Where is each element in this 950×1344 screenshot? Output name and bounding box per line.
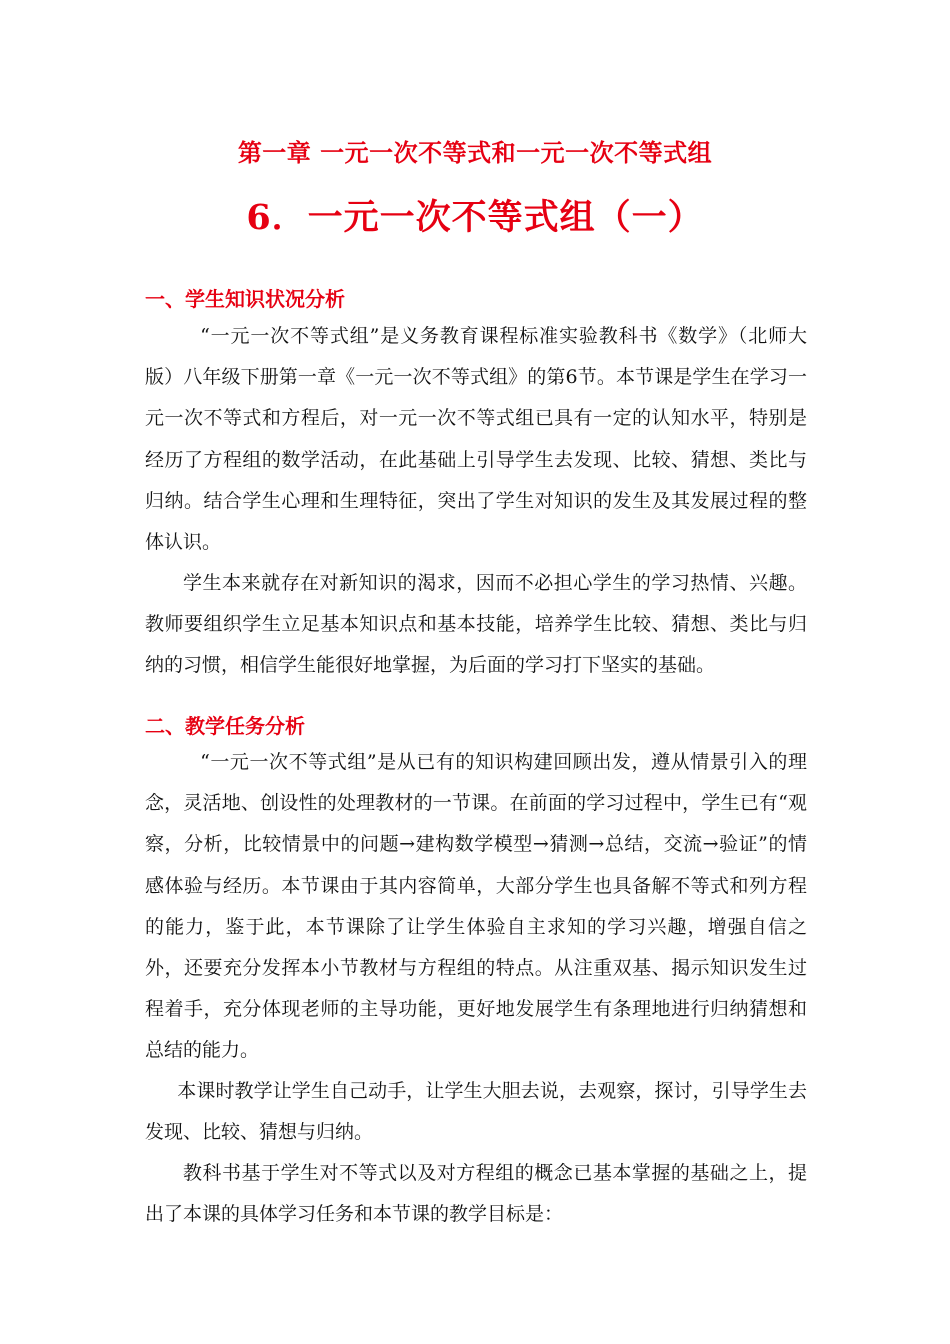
paragraph: 学生本来就存在对新知识的渴求，因而不必担心学生的学习热情、兴趣。教师要组织学生立足基本知识点和基本技能，培养学生比较、猜想、类比与归纳的习惯，相信学生能很好地掌握，为后面的学习打下坚实的基础。: [145, 572, 807, 677]
paragraph: 教科书基于学生对不等式以及对方程组的概念已基本掌握的基础之上，提出了本课的具体学习任务和本节课的教学目标是：: [145, 1162, 807, 1226]
paragraph: “一元一次不等式组”是义务教育课程标准实验教科书《数学》（北师大版）八年级下册第一章《一元一次不等式组》的第6节。本节课是学生在学习一元一次不等式和方程后，对一元一次不等式组已具有一定的认知水平，特别是经历了方程组的数学活动，在此基础上引导学生去发现、比较、猜想、类比与归纳。结合学生心理和生理特征，突出了学生对知识的发生及其发展过程的整体认识。: [145, 325, 807, 554]
section-heading-student-analysis: 一、学生知识状况分析: [145, 287, 345, 311]
lesson-title: 6．一元一次不等式组（一）: [246, 197, 704, 238]
paragraph: 本课时教学让学生自己动手，让学生大胆去说，去观察，探讨，引导学生去发现、比较、猜想与归纳。: [145, 1080, 807, 1144]
chapter-title: 第一章 一元一次不等式和一元一次不等式组: [237, 138, 713, 167]
paragraph: “一元一次不等式组”是从已有的知识构建回顾出发，遵从情景引入的理念，灵活地、创设性的处理教材的一节课。在前面的学习过程中，学生已有“观察，分析，比较情景中的问题→建构数学模型→猜测→总结，交流→验证”的情感体验与经历。本节课由于其内容简单，大部分学生也具备解不等式和列方程的能力，鉴于此，本节课除了让学生体验自主求知的学习兴趣，增强自信之外，还要充分发挥本小节教材与方程组的特点。从注重双基、揭示知识发生过程着手，充分体现老师的主导功能，更好地发展学生有条理地进行归纳猜想和总结的能力。: [145, 751, 807, 1062]
section-heading-task-analysis: 二、教学任务分析: [145, 714, 305, 738]
